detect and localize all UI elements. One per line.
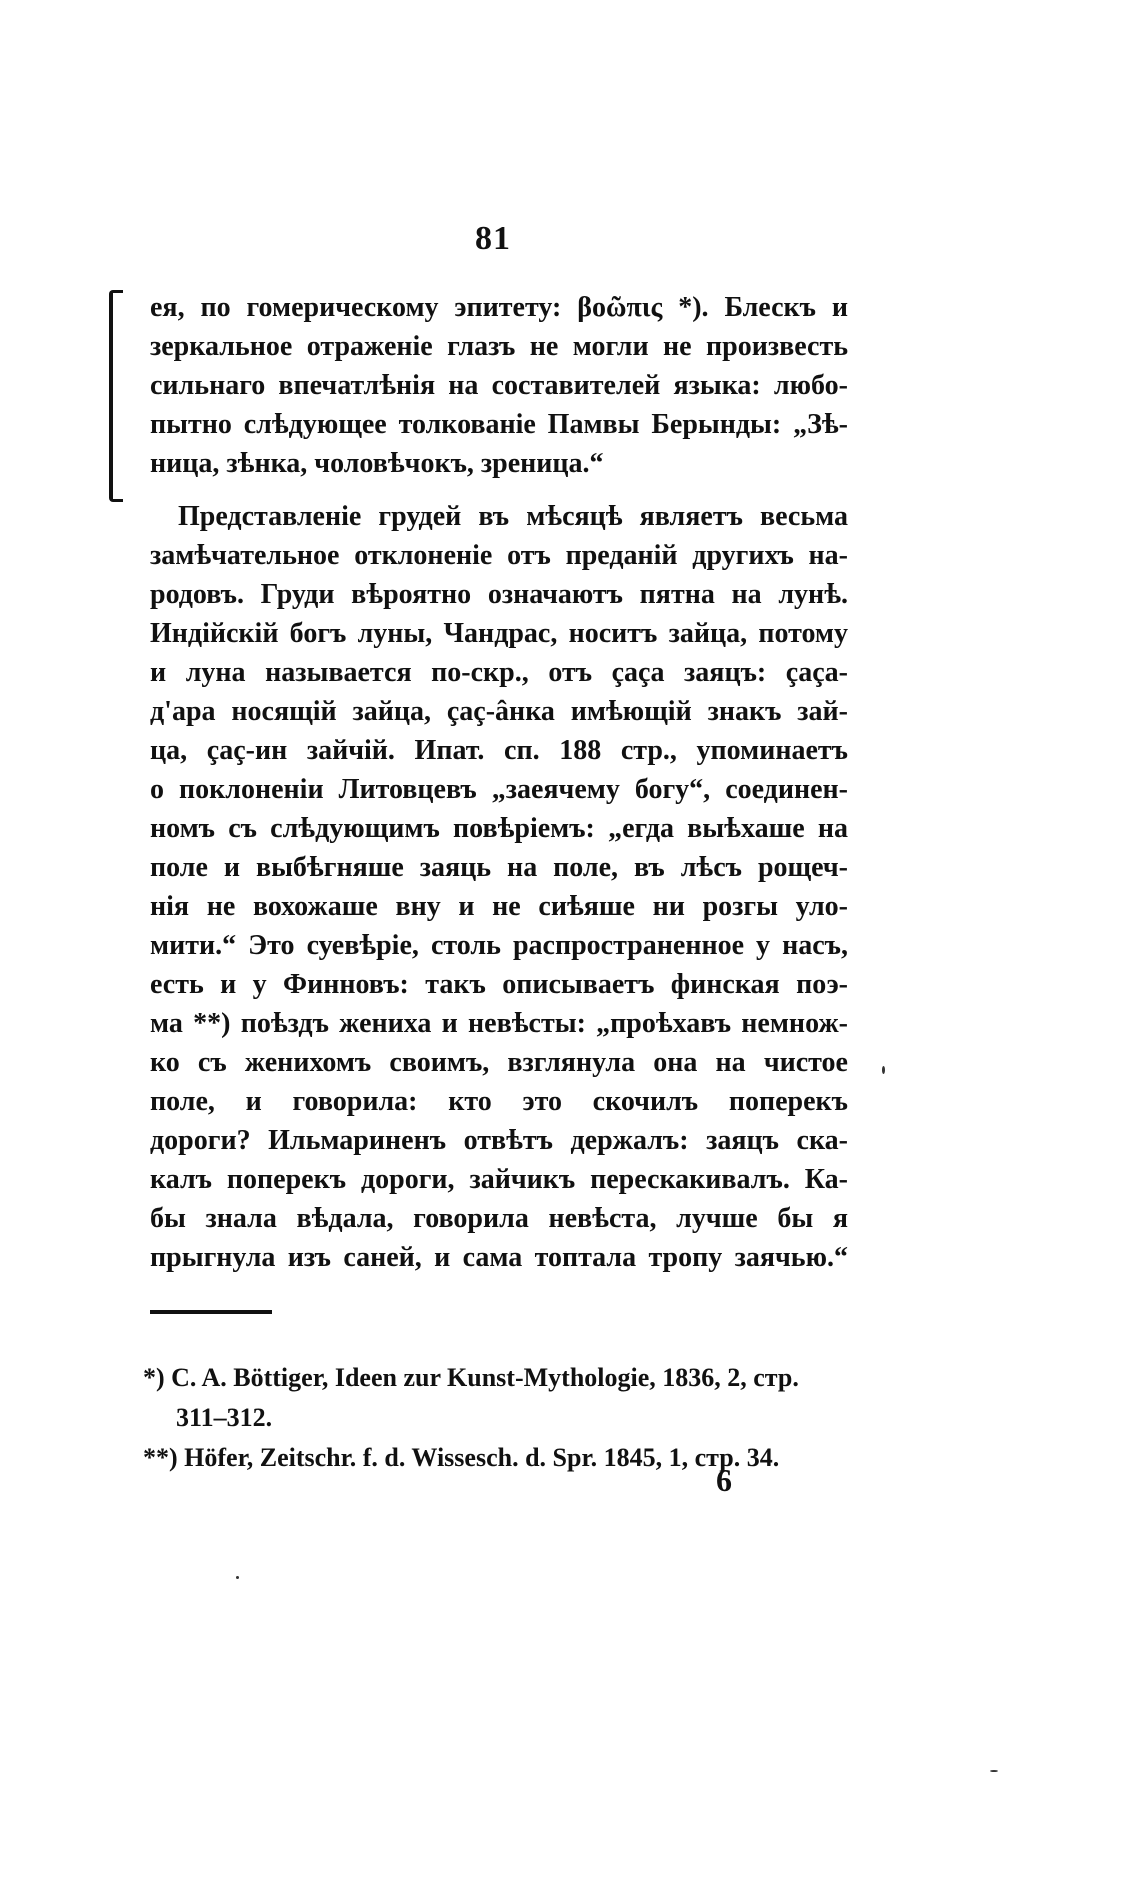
text-line: есть и у Финновъ: такъ описываетъ финская поэ- <box>150 969 848 1000</box>
footnote-divider <box>150 1310 272 1314</box>
text-line: ница, зѣнка, чоловѣчокъ, зреница.“ <box>150 448 604 479</box>
text-line: поле, и говорила: кто это скочилъ поперекъ <box>150 1086 848 1117</box>
footnote-line: 311–312. <box>176 1403 273 1432</box>
text-line: поле и выбѣгняше заяць на поле, въ лѣсъ рощеч- <box>150 852 848 883</box>
text-line: ко съ женихомъ своимъ, взглянула она на чистое <box>150 1047 848 1078</box>
text-line: мити.“ Это суевѣріе, столь распространенное у насъ, <box>150 930 848 961</box>
footnotes <box>143 1358 851 1478</box>
text-line: калъ поперекъ дороги, зайчикъ перескакивалъ. Ка- <box>150 1164 848 1195</box>
main-text <box>150 288 848 1277</box>
text-line: сильнаго впечатлѣнія на составителей языка: любо- <box>150 370 848 401</box>
text-line: зеркальное отраженіе глазъ не могли не произвесть <box>150 331 848 362</box>
margin-bracket-mark <box>109 290 123 502</box>
scan-speck <box>236 1576 239 1579</box>
text-line: родовъ. Груди вѣроятно означаютъ пятна на лунѣ. <box>150 579 848 610</box>
text-line: пытно слѣдующее толкованіе Памвы Берынды: „Зѣ- <box>150 409 848 440</box>
text-line: ца, çаç-ин зайчій. Ипат. сп. 188 стр., упоминаетъ <box>150 735 848 766</box>
signature-mark: 6 <box>716 1462 732 1498</box>
scan-speck <box>990 1770 998 1772</box>
text-line: бы знала вѣдала, говорила невѣста, лучше бы я <box>150 1203 848 1234</box>
footnote-line: *) C. A. Böttiger, Ideen zur Kunst-Mythologie, 1836, 2, стр. <box>143 1363 799 1392</box>
text-line: д'ара носящій зайца, çаç-âнка имѣющій знакъ зай- <box>150 696 848 727</box>
text-line: Индійскій богъ луны, Чандрас, носитъ зайца, потому <box>150 618 848 649</box>
text-line: ея, по гомерическому эпитету: βοῶπις *). Блескъ и <box>150 292 848 323</box>
text-line: Представленіе грудей въ мѣсяцѣ являетъ весьма <box>178 501 848 532</box>
text-line: дороги? Ильмариненъ отвѣтъ держалъ: заяцъ ска- <box>150 1125 848 1156</box>
footnote-line: **) Höfer, Zeitschr. f. d. Wissesch. d. Spr. 1845, 1, стр. 34. <box>143 1443 780 1472</box>
text-line: номъ съ слѣдующимъ повѣріемъ: „егда выѣхаше на <box>150 813 848 844</box>
page-number: 81 <box>475 220 511 257</box>
text-line: ма **) поѣздъ жениха и невѣсты: „проѣхавъ немнож- <box>150 1008 848 1039</box>
text-line: о поклоненіи Литовцевъ „заеячему богу“, соединен- <box>150 774 848 805</box>
text-line: нія не вохожаше вну и не сиѣяше ни розгы уло- <box>150 891 848 922</box>
text-line: и луна называется по-скр., отъ çаça заяцъ: çаça- <box>150 657 848 688</box>
text-line: прыгнула изъ саней, и сама топтала тропу заячью.“ <box>150 1242 848 1273</box>
text-line: замѣчательное отклоненіе отъ преданій другихъ на- <box>150 540 848 571</box>
scan-speck <box>882 1066 885 1074</box>
